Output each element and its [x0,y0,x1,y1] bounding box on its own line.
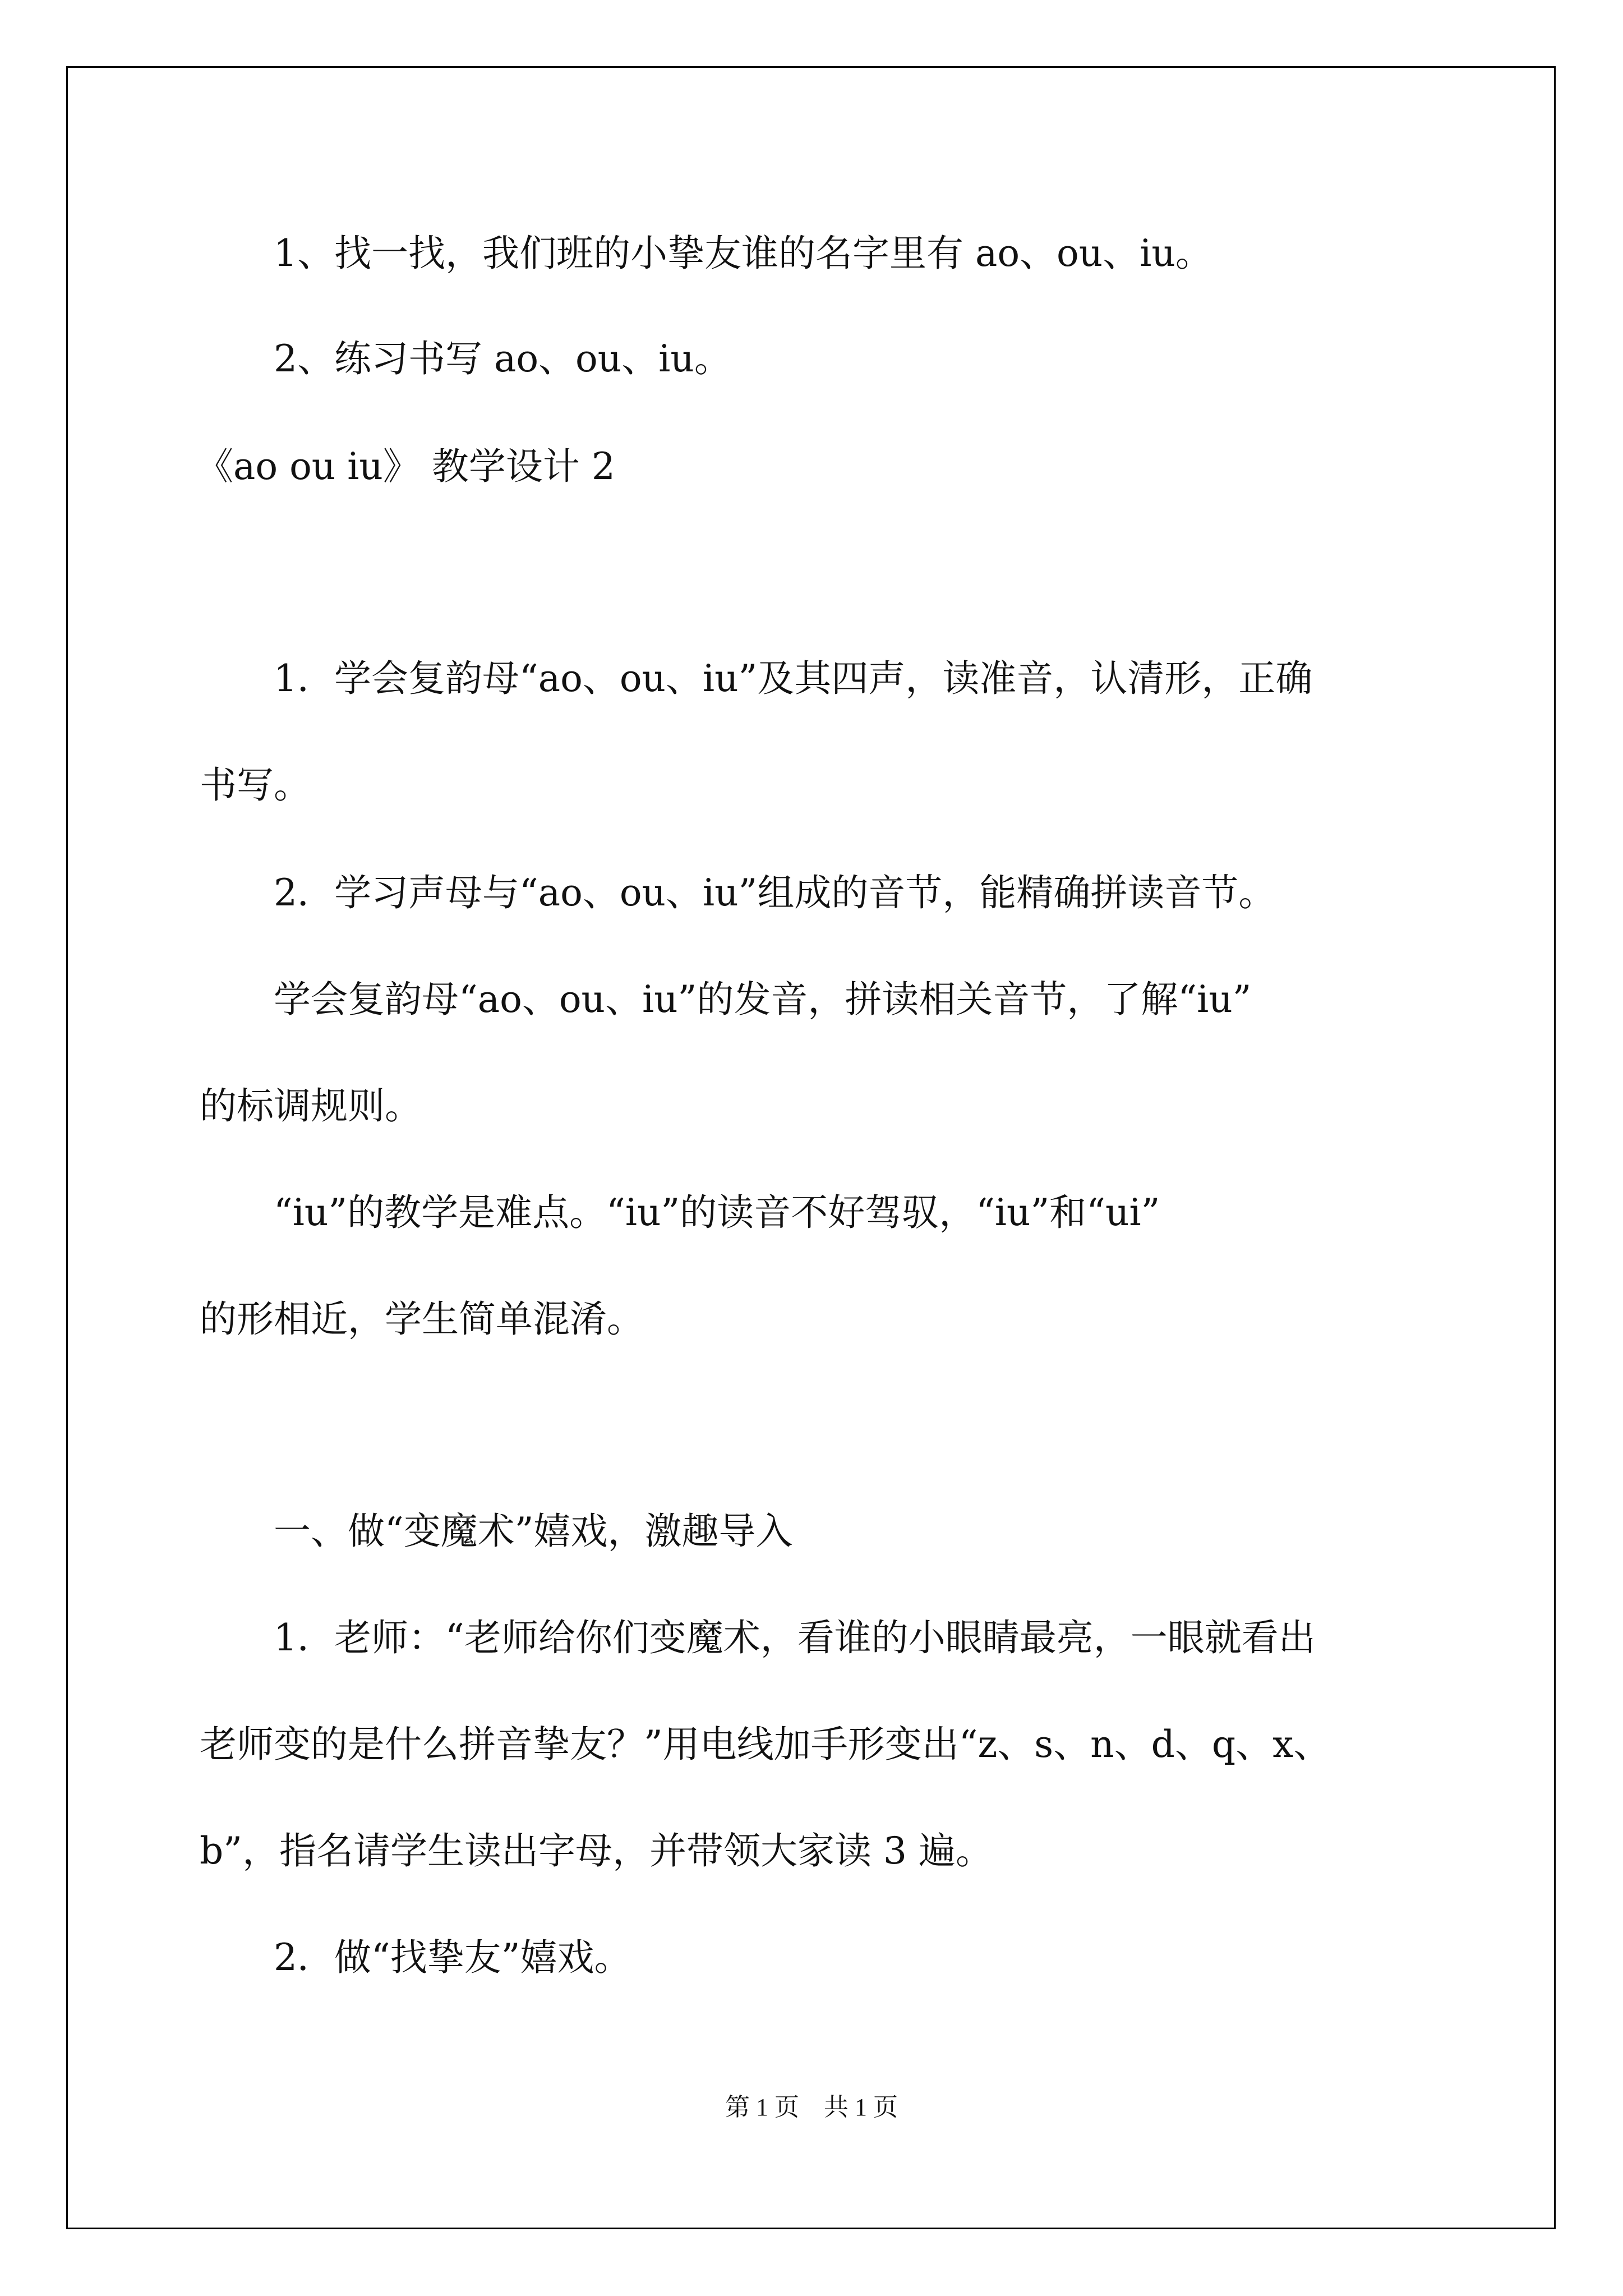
list-item-practice-writing: 2、练习书写 ao、ou、iu。 [274,337,731,380]
step-heading: 一、做“变魔术”嬉戏，激趣导入 [274,1510,793,1553]
section-title: 《ao ou iu》 教学设计 2 [196,445,615,488]
page-number: 第 1 页 共 1 页 [725,2093,898,2121]
objective-1-line-1: 1．学会复韵母“ao、ou、iu”及其四声，读准音，认清形，正确 [274,657,1313,700]
difficulty-line-2: 的形相近，学生简单混淆。 [200,1297,644,1341]
step-1-line-3: b”，指名请学生读出字母，并带领大家读 3 遍。 [200,1829,993,1872]
step-1-line-2: 老师变的是什么拼音挚友？”用电线加手形变出“z、s、n、d、q、x、 [200,1723,1331,1766]
key-point-line-2: 的标调规则。 [200,1084,422,1128]
difficulty-line-1: “iu”的教学是难点。“iu”的读音不好驾驭，“iu”和“ui” [274,1191,1160,1234]
objective-2: 2．学习声母与“ao、ou、iu”组成的音节，能精确拼读音节。 [274,871,1276,914]
step-2: 2．做“找挚友”嬉戏。 [274,1936,631,1979]
step-1-line-1: 1．老师：“老师给你们变魔术，看谁的小眼睛最亮，一眼就看出 [274,1616,1316,1659]
key-point-line-1: 学会复韵母“ao、ou、iu”的发音，拼读相关音节，了解“iu” [274,978,1252,1021]
page-border [66,66,1556,2229]
objective-1-line-2: 书写。 [200,763,311,807]
list-item-find-names: 1、找一找，我们班的小挚友谁的名字里有 ao、ou、iu。 [274,232,1212,275]
